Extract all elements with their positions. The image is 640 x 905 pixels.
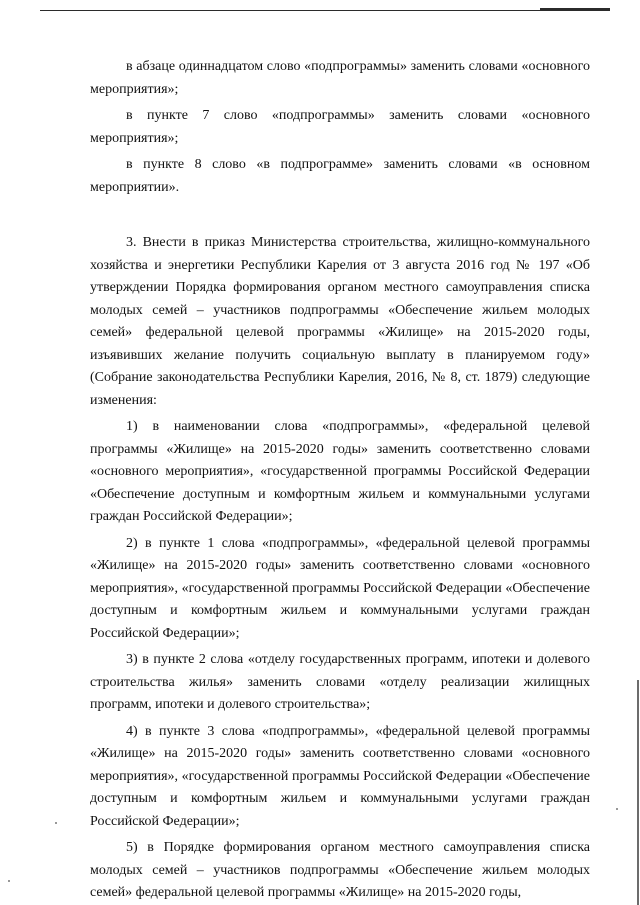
paragraph-punkt-7: в пункте 7 слово «подпрограммы» заменить словами «основного мероприятия»; — [90, 108, 590, 146]
paragraph-subitem-5: 5) в Порядке формирования органом местного самоуправления списка молодых семей – участников подпрограммы «Обеспечение жильем молодых семей» федеральной целевой программы «Жилище» на 2015-2020 годы, — [90, 840, 590, 900]
paragraph-subitem-3: 3) в пункте 2 слова «отделу государственных программ, ипотеки и долевого строительства жилья» заменить словами «отделу реализации жилищных программ, ипотеки и долевого строительства»; — [90, 652, 590, 712]
scan-speck — [616, 808, 618, 810]
top-border-line — [40, 10, 610, 11]
scan-speck — [55, 822, 57, 824]
paragraph-abzac-11: в абзаце одиннадцатом слово «подпрограммы» заменить словами «основного мероприятия»; — [90, 59, 590, 97]
paragraph-punkt-8: в пункте 8 слово «в подпрограмме» заменить словами «в основном мероприятии». — [90, 157, 590, 195]
paragraph-subitem-4: 4) в пункте 3 слова «подпрограммы», «федеральной целевой программы «Жилище» на 2015-2020 годы» заменить соответственно словами «основного мероприятия», «государственной программы Российской Федерации «Обеспечение доступным и комфортным жильем и коммунальными услугами граждан Российской Федерации»; — [90, 723, 590, 829]
paragraph-subitem-1: 1) в наименовании слова «подпрограммы», «федеральной целевой программы «Жилище» на 2015-2020 годы» заменить соответственно словами «основного мероприятия», «государственной программы Российской Федерации «Обеспечение доступным и комфортным жильем и коммунальными услугами граждан Российской Федерации»; — [90, 419, 590, 524]
document-page — [90, 56, 590, 905]
paragraph-subitem-2: 2) в пункте 1 слова «подпрограммы», «федеральной целевой программы «Жилище» на 2015-2020 годы» заменить соответственно словами «основного мероприятия», «государственной программы Российской Федерации «Обеспечение доступным и комфортным жильем и коммунальными услугами граждан Российской Федерации»; — [90, 535, 590, 641]
scan-edge-line — [637, 680, 639, 905]
scan-speck — [8, 880, 10, 882]
paragraph-item-3: 3. Внести в приказ Министерства строительства, жилищно-коммунального хозяйства и энергетики Республики Карелия от 3 августа 2016 год № 197 «Об утверждении Порядка формирования органом местного самоуправления списка молодых семей – участников подпрограммы «Обеспечение жильем молодых семей» федеральной целевой программы «Жилище» на 2015-2020 годы, изъявивших желание получить социальную выплату в планируемом году» (Собрание законодательства Республики Карелия, 2016, № 8, ст. 1879) следующие изменения: — [90, 235, 590, 408]
